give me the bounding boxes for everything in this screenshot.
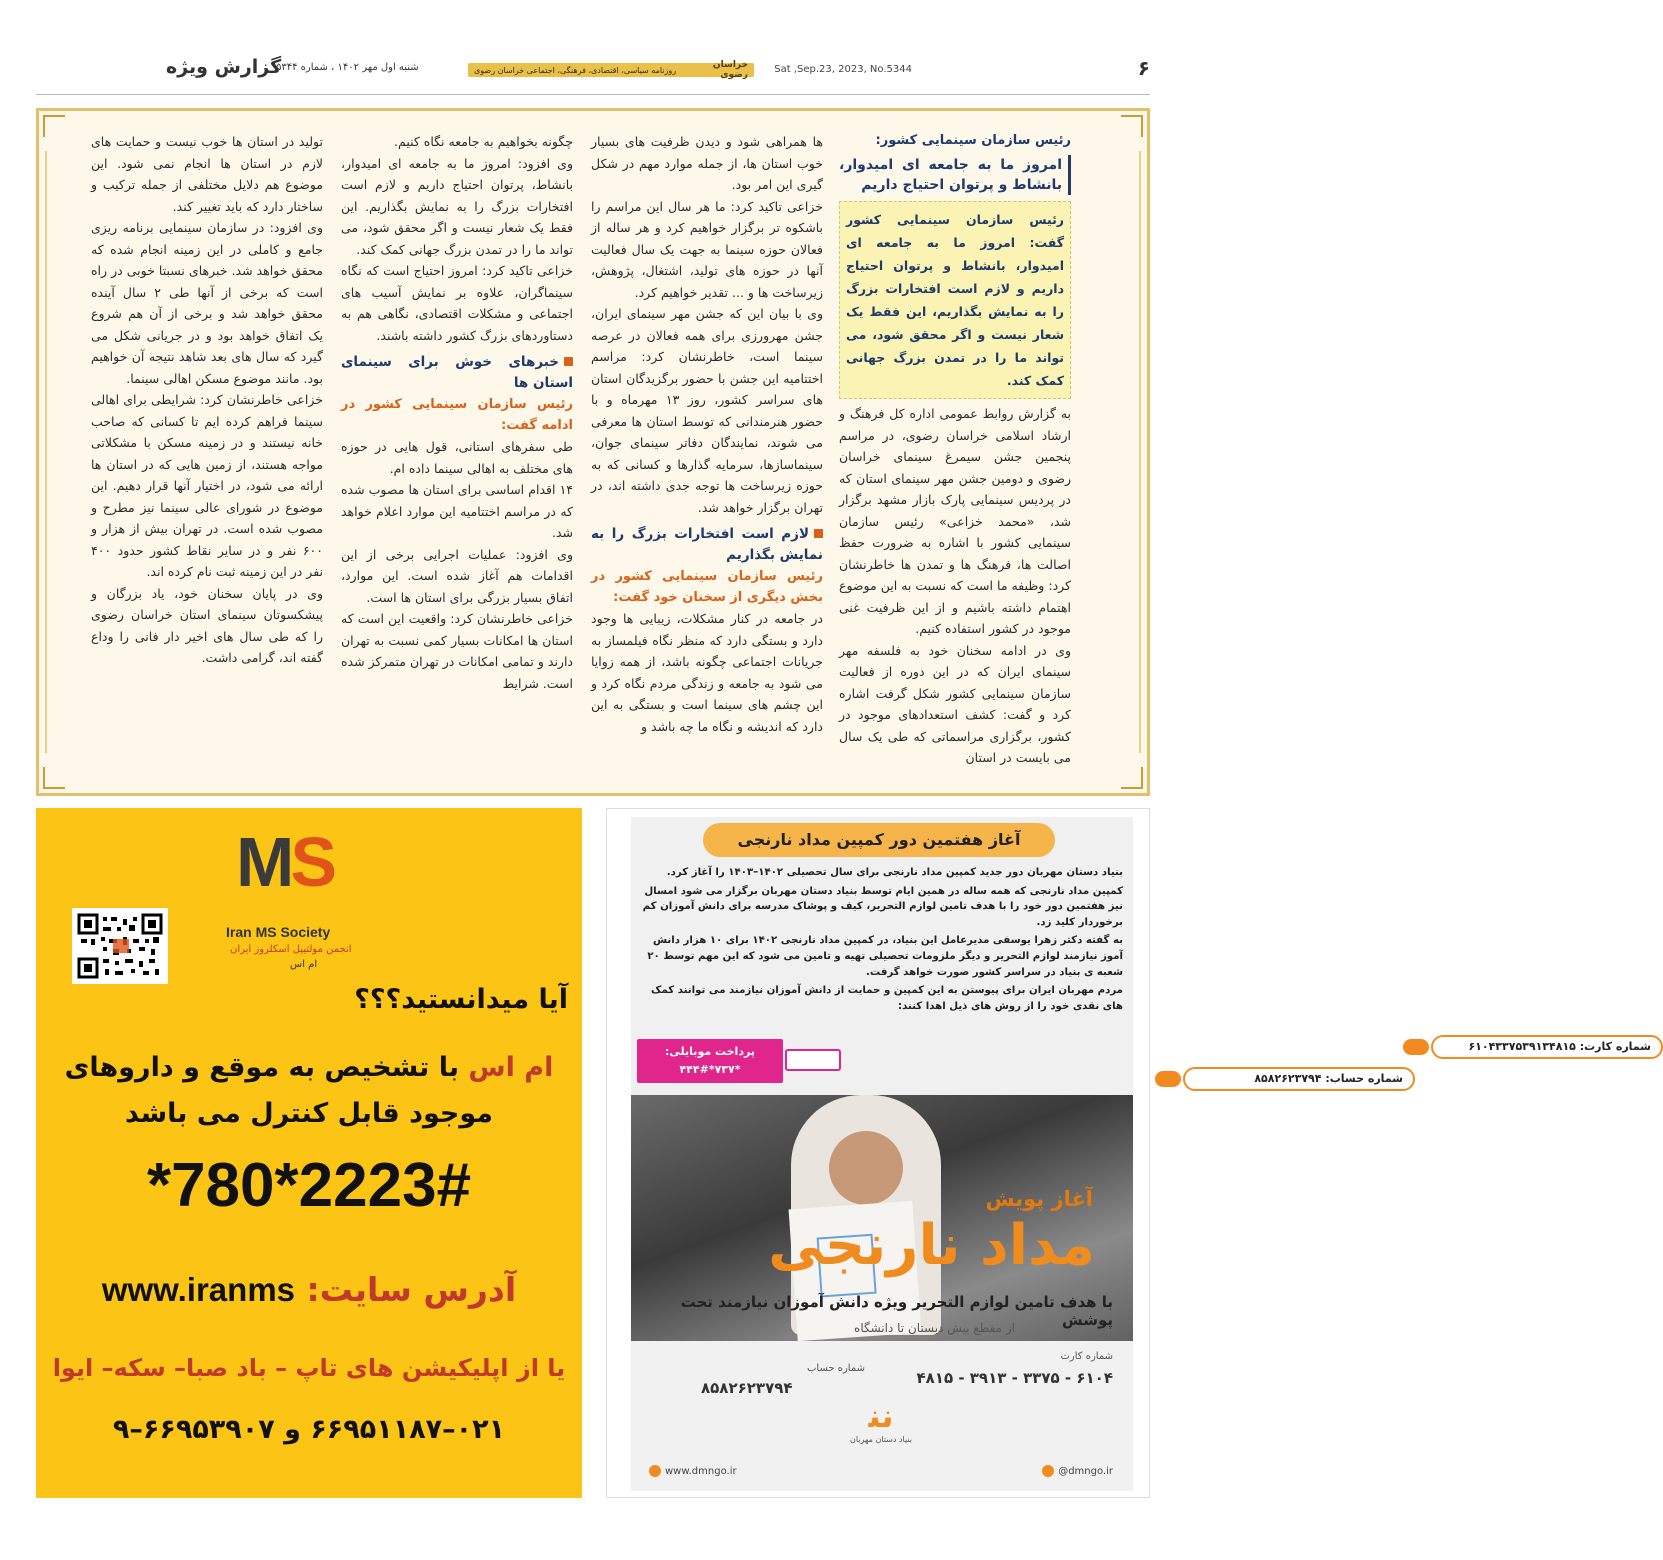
orange-crayon-ad: [606, 808, 1651, 1498]
article-column-3: [341, 131, 573, 781]
website-line[interactable]: آدرس سایت: www.iranms: [101, 1270, 517, 1309]
foundation-name: بنیاد دستان مهربان: [849, 1435, 913, 1444]
article-column-2: [591, 131, 823, 781]
campaign-title: آغاز هفتمین دور کمپین مداد نارنجی: [703, 823, 1055, 857]
card-label: شماره کارت: [1060, 1351, 1113, 1362]
foundation-mark-icon: ﻧﻨ: [868, 1397, 894, 1435]
account-number-box: شماره حساب: ۸۵۸۲۶۲۳۷۹۴: [1183, 1067, 1415, 1091]
card-number-box: شماره کارت: ۶۱۰۴۳۳۷۵۳۹۱۳۴۸۱۵: [1431, 1035, 1663, 1059]
ms-logo-mark: MS: [236, 823, 334, 901]
paragraph: وی افزود: عملیات اجرایی برخی از این اقدامات هم آغاز شده است. این موارد، اتفاق بسیار بزرگی برای استان ها است.: [341, 546, 573, 605]
org-name-fa: انجمن مولتیپل اسکلروز ایران: [230, 944, 352, 955]
website-link[interactable]: www.dmngo.ir: [649, 1465, 737, 1477]
foundation-logo: [836, 1397, 926, 1457]
campaign-start: آغاز پویش: [985, 1187, 1093, 1211]
frame-corner: [43, 767, 65, 789]
account-label: شماره حساب: [807, 1363, 866, 1374]
frame-edge: [45, 151, 47, 753]
paragraph: وی افزود: در سازمان سینمایی برنامه ریزی جامع و کاملی در این زمینه انجام شده که محقق خواهد شد. خبرهای نسبتا خوبی در راه است که برخی از آنها طی ۲ سال آینده محقق خواهد شد و برخی از آن هم شروع یک اتفاق خواهد بود و در جریانی شکل می گیرد که سال های بعد شاهد نتیجه آن خواهیم بود. مانند موضوع مسکن اهالی سینما.: [91, 220, 323, 386]
pill-icon: [1155, 1071, 1181, 1087]
paragraph: وی با بیان این که جشن مهر سینمای ایران، جشن مهرورزی برای همه فعالان در عرصه سینما است، خاطرنشان کرد: مراسم اختتامیه این جشن با حضور برگزیدگان استان های سراسر کشور، روز ۱۳ مهرماه و با حضور هنرمندانی که توسط استان ها معرفی می شوند، نمایندگان دفاتر سینمای جوان، سینماسازها، سرمایه گذارها و کسانی که به حوزه زیرساخت ها توجه جدی داشته اند، در تهران برگزار خواهد شد.: [591, 306, 823, 515]
frame-edge: [1139, 151, 1141, 753]
page-header: [36, 56, 1150, 86]
paragraph: تولید در استان ها خوب نیست و حمایت های لازم در استان ها انجام نمی شود. این موضوع هم دلایل مختلفی از جمله ترکیب و ساختار دارد که باید تغییر کند.: [91, 134, 323, 214]
paragraph: به گفته دکتر زهرا یوسفی مدیرعامل این بنیاد، در کمپین مداد نارنجی ۱۴۰۲ برای ۱۰ هزار دانش آموز نیازمند لوازم التحریر و دیگر ملزومات تحصیلی تهیه و تامین می شود که این مهم توسط ۲۰ شعبه ی بنیاد در سراسر کشور صورت خواهد گرفت.: [647, 935, 1123, 978]
article-column-4: [91, 131, 323, 781]
child-face: [829, 1131, 903, 1205]
square-bullet-icon: [564, 357, 573, 366]
phone-numbers: ۰۲۱–۶۶۹۵۱۱۸۷ و ۶۶۹۵۳۹۰۷–۹: [112, 1414, 506, 1445]
qr-code-icon[interactable]: [72, 908, 168, 984]
campaign-scope: از مقطع پیش دبستان تا دانشگاه: [854, 1321, 1015, 1335]
ms-line-1: ام اس با تشخیص به موقع و داروهای: [64, 1052, 554, 1083]
ms-line-2: موجود قابل کنترل می باشد: [125, 1098, 493, 1129]
frame-corner: [1121, 115, 1143, 137]
subheading-lead: رئیس سازمان سینمایی کشور در ادامه گفت:: [341, 397, 573, 433]
page-number: ۶: [1137, 56, 1150, 80]
ms-logo: [216, 822, 456, 972]
paragraph: خزاعی تاکید کرد: ما هر سال این مراسم را باشکوه تر برگزار خواهیم کرد و هر ساله از فعالان حوزه سینما به جهت یک سال فعالیت آنها در حوزه های تولید، اشتغال، پژوهش، زیرساخت ها و ... تقدیر خواهیم کرد.: [591, 198, 823, 300]
paragraph: مردم مهربان ایران برای پیوستن به این کمپین و حمایت از دانش آموزان نیازمند می توانند کمک های نقدی خود را از روش های ذیل اهدا کنند:: [651, 985, 1123, 1012]
paragraph: ها همراهی شود و دیدن ظرفیت های بسیار خوب استان ها، از جمله موارد مهم در شکل گیری این امر بود.: [591, 134, 823, 192]
instagram-icon: [1042, 1465, 1054, 1477]
paragraph: خزاعی خاطرنشان کرد: واقعیت این است که استان ها امکانات بسیار کمی نسبت به تهران دارند و تمامی امکانات در تهران متمرکز شده است. شرایط: [341, 611, 573, 691]
paragraph: چگونه بخواهیم به جامعه نگاه کنیم.: [394, 134, 573, 149]
paragraph: طی سفرهای استانی، قول هایی در حوزه های مختلف به اهالی سینما داده ام.: [341, 439, 573, 476]
ussd-code: *780*2223#: [146, 1151, 472, 1220]
date-persian: شنبه اول مهر ۱۴۰۲ ، شماره ۵۳۴۴: [276, 62, 419, 73]
paragraph: خزاعی تاکید کرد: امروز احتیاج است که نگاه سینماگران، علاوه بر نمایش آسیب های اجتماعی و مشکلات اقتصادی، نگاهی هم به دستاوردهای بزرگ کشور داشته باشند.: [341, 263, 573, 343]
pill-icon: [1403, 1039, 1429, 1055]
mobile-payment-box: پرداخت موبایلی: *۷۳۷*۴۴۴#: [637, 1039, 783, 1083]
subheading-lead: رئیس سازمان سینمایی کشور در بخش دیگری از سخنان خود گفت:: [591, 569, 823, 605]
campaign-goal: با هدف تامین لوازم التحریر ویژه دانش آموزان نیازمند تحت پوشش: [680, 1293, 1113, 1329]
globe-icon: [649, 1465, 661, 1477]
frame-corner: [43, 115, 65, 137]
apps-line: یا از اپلیکیشن های تاپ – باد صبا– سکه– ایوا: [52, 1354, 566, 1382]
paragraph: به گزارش روابط عمومی اداره کل فرهنگ و ارشاد اسلامی خراسان رضوی، در مراسم پنجمین جشن سیمرغ سینمای خراسان رضوی و دومین جشن مهر سینمای استان که در پردیس سینمایی پارک بازار مشهد برگزار شد، «محمد خزاعی» رئیس سازمان سینمایی کشور با اشاره به ضرورت حفظ اصالت ها، فرهنگ ها و تمدن ها خاطرنشان کرد: وظیفه ما است که نسبت به این موضوع اهتمام داشته باشیم و از این ظرفیت غنی موجود در کشور استفاده کنیم.: [839, 406, 1071, 636]
article-frame: [36, 108, 1150, 796]
org-short-name: ام اس: [290, 959, 318, 970]
paragraph: بنیاد دستان مهربان دور جدید کمپین مداد نارنجی برای سال تحصیلی ۱۴۰۲–۱۴۰۳ را آغاز کرد.: [666, 867, 1123, 878]
paragraph: خزاعی خاطرنشان کرد: شرایطی برای اهالی سینما فراهم کرده ایم تا کسانی که صاحب خانه نیستند و در زمینه مسکن با مشکلاتی مواجه هستند، از زمین هایی که در استان ها ارائه می شود، در اختیار آنها قرار دهیم. این موضوع در شورای عالی سینما نیز مطرح و مصوب شده است. در تهران بیش از هزار و ۶۰۰ نفر و در سایر نقاط کشور حدود ۴۰۰ نفر در این زمینه ثبت نام کرده اند.: [91, 392, 323, 579]
newspaper-tagline: روزنامه سیاسی، اقتصادی، فرهنگی، اجتماعی خراسان رضوی: [474, 65, 677, 75]
square-bullet-icon: [814, 529, 823, 538]
did-you-know: آیا میدانستید؟؟؟: [354, 984, 568, 1015]
newspaper-logo: خراسان رضوی: [712, 60, 748, 80]
lead-highlight: رئیس سازمان سینمایی کشور گفت: امروز ما به جامعه ای امیدوار، بانشاط و پرتوان احتیاج داریم و لازم است افتخارات بزرگ را به نمایش بگذاریم، این فقط یک شعار نیست و اگر محقق شود، می تواند ما را در تمدن بزرگ جهانی کمک کند.: [839, 201, 1071, 399]
orange-crayon-ad-inner: [631, 817, 1651, 1491]
arrow-icon: [785, 1049, 841, 1071]
header-divider: [36, 94, 1150, 95]
paragraph: در جامعه در کنار مشکلات، زیبایی ها وجود دارد و بستگی دارد که منظر نگاه فیلمساز به جریانات اجتماعی چگونه باشد، از همه زوایا می شود به جامعه و زندگی مردم نگاه کرد و این چشم های سینما است و بستگی به این دارد که اندیشه و نگاه ما چه باشد و: [591, 611, 823, 734]
subheading: لازم است افتخارات بزرگ را به نمایش بگذاریم: [591, 526, 823, 563]
campaign-name-large: مداد نارنجی: [768, 1213, 1095, 1278]
card-number: ۶۱۰۴ - ۳۳۷۵ - ۳۹۱۳ - ۴۸۱۵: [916, 1369, 1113, 1387]
paragraph: وی در ادامه سخنان خود به فلسفه مهر سینمای ایران که در این دوره از فعالیت سازمان سینمایی کشور شکل گرفت اشاره کرد و گفت: کشف استعدادهای موجود در کشور، برگزاری مراسماتی که طی یک سال می بایست در استان: [839, 642, 1071, 765]
paragraph: ۱۴ اقدام اساسی برای استان ها مصوب شده که در مراسم اختتامیه این موارد اعلام خواهد شد.: [341, 482, 573, 540]
org-name-en: Iran MS Society: [226, 924, 331, 940]
article-column-1: [839, 131, 1071, 781]
campaign-text: [641, 865, 1123, 1017]
instagram-link[interactable]: @dmngo.ir: [1042, 1465, 1113, 1477]
paragraph: وی افزود: امروز ما به جامعه ای امیدوار، بانشاط، پرتوان احتیاج داریم و لازم است افتخارات بزرگ را به نمایش بگذاریم. این فقط یک شعار نیست و اگر محقق شود، می تواند ما را در تمدن بزرگ جهانی کمک کند.: [341, 155, 573, 257]
article-kicker: رئیس سازمان سینمایی کشور:: [875, 133, 1071, 148]
paragraph: وی در پایان سخنان خود، یاد بزرگان و پیشکسوتان سینمای استان خراسان رضوی را که طی سال های اخیر دار فانی را وداع گفته اند، گرامی داشت.: [91, 585, 323, 665]
subheading: خبرهای خوش برای سینمای استان ها: [341, 354, 573, 391]
date-english: Sat ,Sep.23, 2023, No.5344: [774, 64, 912, 75]
section-title: گزارش ویژه: [166, 56, 282, 78]
frame-corner: [1121, 767, 1143, 789]
masthead-band: [468, 60, 754, 80]
ms-society-ad: [36, 808, 582, 1498]
article-headline: امروز ما به جامعه ای امیدوار، بانشاط و پرتوان احتیاج داریم: [839, 155, 1071, 195]
account-number: ۸۵۸۲۶۲۳۷۹۴: [701, 1379, 793, 1397]
paragraph: کمپین مداد نارنجی که همه ساله در همین ایام توسط بنیاد دستان مهربان برگزار می شود امسال نیز هفتمین دور خود را با هدف تامین لوازم التحریر، کیف و پوشاک مدرسه برای دانش آموزان کم برخوردار کلید زد.: [642, 885, 1123, 928]
